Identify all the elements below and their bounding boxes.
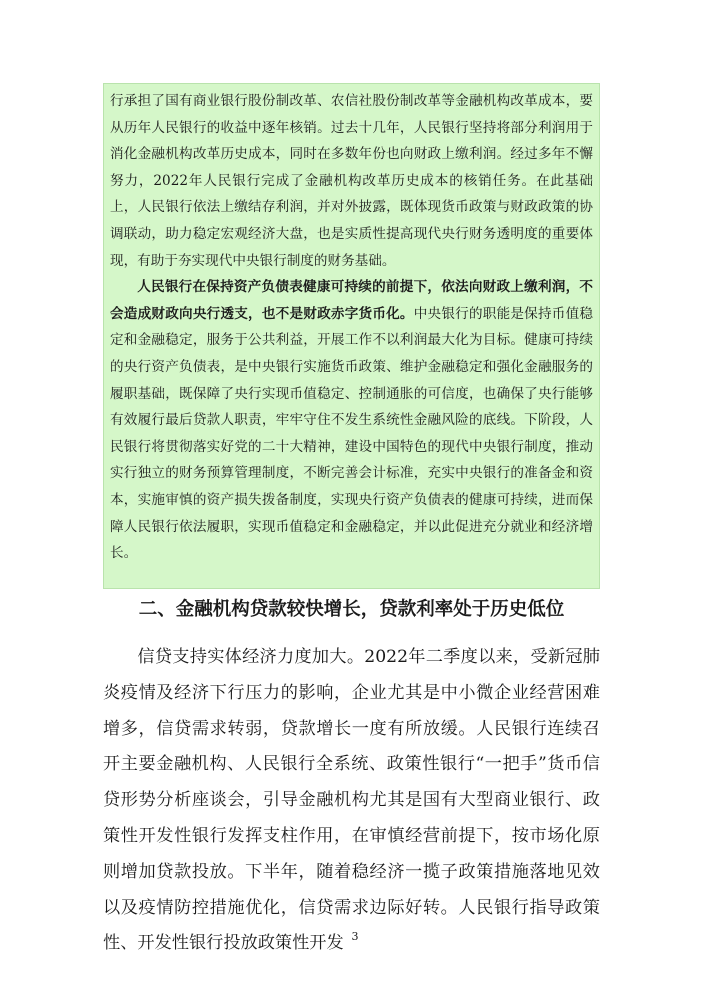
box-paragraph-2 [110, 274, 593, 567]
highlight-box [103, 83, 600, 589]
box-paragraph-1: 行承担了国有商业银行股份制改革、农信社股份制改革等金融机构改革成本，要从历年人民银行的收益中逐年核销。过去十几年，人民银行坚持将部分利润用于消化金融机构改革历史成本，同时在多数年份也向财政上缴利润。经过多年不懈努力，2022年人民银行完成了金融机构改革历史成本的核销任务。在此基础上，人民银行依法上缴结存利润，并对外披露，既体现货币政策与财政政策的协调联动，助力稳定宏观经济大盘，也是实质性提高现代央行财务透明度的重要体现，有助于夯实现代中央银行制度的财务基础。 [110, 93, 593, 269]
box-paragraph-2-rest: 中央银行的职能是保持币值稳定和金融稳定，服务于公共利益，开展工作不以利润最大化为目标。健康可持续的央行资产负债表，是中央银行实施货币政策、维护金融稳定和强化金融服务的履职基础，既保障了央行实现币值稳定、控制通胀的可信度，也确保了央行能够有效履行最后贷款人职责，牢牢守住不发生系统性金融风险的底线。下阶段，人民银行将贯彻落实好党的二十大精神，建设中国特色的现代中央银行制度，推动实行独立的财务预算管理制度，不断完善会计标准，充实中央银行的准备金和资本，实施审慎的资产损失拨备制度，实现央行资产负债表的健康可持续，进而保障人民银行依法履职，实现币值稳定和金融稳定，并以此促进充分就业和经济增长。 [110, 305, 594, 562]
section-title: 二、金融机构贷款较快增长，贷款利率处于历史低位 [138, 599, 565, 620]
body-paragraph: 信贷支持实体经济力度加大。2022年二季度以来，受新冠肺炎疫情及经济下行压力的影响，企业尤其是中小微企业经营困难增多，信贷需求转弱，贷款增长一度有所放缓。人民银行连续召开主要金融机构、人民银行全系统、政策性银行“一把手”货币信贷形势分析座谈会，引导金融机构尤其是国有大型商业银行、政策性开发性银行发挥支柱作用，在审慎经营前提下，按市场化原则增加贷款投放。下半年，随着稳经济一揽子政策措施落地见效以及疫情防控措施优化，信贷需求边际好转。人民银行指导政策性、开发性银行投放政策性开发 [103, 647, 600, 954]
box-paragraph-2-bold: 人民银行在保持资产负债表健康可持续的前提下，依法向财政上缴利润，不会造成财政向央行透支，也不是财政赤字货币化。 [110, 279, 593, 322]
page-number: 3 [351, 930, 359, 943]
